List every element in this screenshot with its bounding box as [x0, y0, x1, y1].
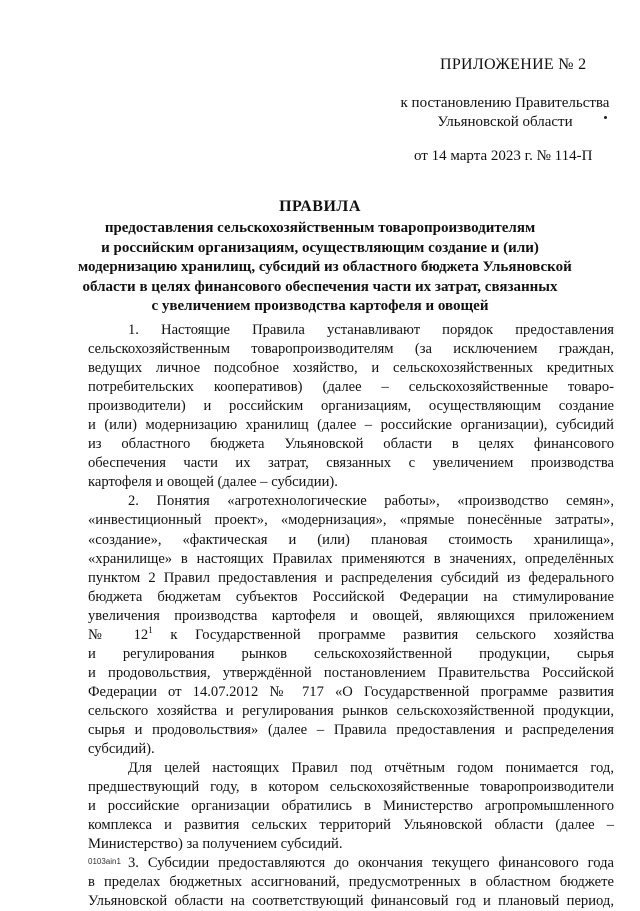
text-line: из областного бюджета Ульяновской области в целях финансового — [88, 436, 614, 453]
document-title: ПРАВИЛА — [279, 198, 361, 215]
text-line: обеспечения части их затрат, связанных с увеличением производства — [88, 455, 614, 472]
text-line: комплекса и развития сельских территорий Ульяновской области (далее – — [88, 817, 614, 834]
appendix-number: ПРИЛОЖЕНИЕ № 2 — [440, 56, 587, 73]
paragraph-2 — [88, 492, 614, 759]
document-body — [88, 321, 614, 911]
text-line: «инвестиционный проект», «модернизация», «прямые понесённые затраты», — [88, 512, 614, 529]
subtitle-line: области в целях финансового обеспечения части их затрат, связанных — [82, 278, 558, 295]
text-line: и продовольствия, утверждённой постановлением Правительства Российской — [88, 664, 614, 681]
text-line: потребительских кооперативов) (далее – сельскохозяйственные товаро- — [88, 379, 614, 396]
resolution-line: Ульяновской области — [437, 114, 573, 130]
text-line: ведущих личное подсобное хозяйство, и сельскохозяйственных кредитных — [88, 360, 614, 377]
subtitle-line: с увеличением производства картофеля и овощей — [151, 298, 489, 315]
text-line: сырья и продовольствия» (далее – Правила предоставления и распределения — [88, 721, 614, 738]
text-line: «создание», «фактическая и (или) плановая стоимость хранилища», — [88, 531, 614, 548]
text-line: пунктом 2 Правил предоставления и распределения субсидий из федерального — [88, 569, 614, 586]
subtitle-line: предоставления сельскохозяйственным товаропроизводителям — [104, 220, 536, 236]
text-line: субсидий). — [88, 741, 155, 758]
resolution-line: к постановлению Правительства — [400, 95, 610, 111]
text-line: 3. Субсидии предоставляются до окончания текущего финансового года — [128, 855, 614, 872]
text-line: 1. Настоящие Правила устанавливают порядок предоставления — [128, 322, 614, 338]
text-line: Федерации от 14.07.2012 № 717 «О Государственной программе развития — [88, 683, 614, 700]
text-line: увеличения производства картофеля и овощей, являющихся приложением — [88, 607, 614, 624]
text-line: Ульяновской области на соответствующий финансовый год и плановый период, — [88, 893, 614, 910]
text-line: сельскохозяйственным товаропроизводителям (за исключением граждан, — [88, 341, 614, 358]
text-line: предшествующий году, в котором сельскохозяйственные товаропроизводители — [88, 779, 614, 796]
text-line: бюджета бюджетам субъектов Российской Федерации на стимулирование — [88, 588, 614, 605]
text-line: и (или) модернизацию хранилищ (далее – российские организации), субсидий — [88, 417, 614, 434]
resolution-date: от 14 марта 2023 г. № 114-П — [414, 148, 593, 164]
subtitle-line: и российским организациям, осуществляющим создание и (или) — [101, 239, 539, 256]
document-subtitle — [78, 219, 572, 317]
subtitle-line: модернизацию хранилищ, субсидий из областного бюджета Ульяновской — [78, 259, 572, 276]
paragraph-1 — [88, 321, 614, 492]
text-line: сельского хозяйства и регулирования рынков сельскохозяйственной продукции, — [88, 702, 614, 719]
ink-dot — [604, 116, 607, 119]
text-line: Для целей настоящих Правил под отчётным годом понимается год, — [128, 760, 614, 777]
text-line: производители) и российским организациям, осуществляющим создание — [88, 398, 614, 415]
text-line: Министерство) за получением субсидий. — [88, 836, 343, 853]
paragraph-3 — [88, 854, 614, 911]
paragraph-reporting-year — [88, 759, 614, 854]
program-reference: к Государственной программе развития сельского хозяйства — [152, 626, 614, 643]
text-line: картофеля и овощей (далее – субсидии). — [88, 474, 338, 491]
resolution-reference — [392, 94, 618, 132]
text-line: и российские организации обратились в Министерство агропромышленного — [88, 798, 614, 815]
text-line: в пределах бюджетных ассигнований, предусмотренных в областном бюджете — [88, 874, 614, 891]
text-line: и регулирования рынков сельскохозяйственной продукции, сырья — [88, 645, 614, 662]
text-line: «хранилище» в настоящих Правилах применяются в значениях, определённых — [88, 550, 614, 567]
footer-code: 0103ain1 — [88, 857, 121, 866]
text-line — [88, 626, 614, 645]
text-line: 2. Понятия «агротехнологические работы», «производство семян», — [128, 493, 614, 510]
program-number: № 12 — [88, 626, 149, 643]
program-number-superscript: 1 — [148, 625, 153, 635]
